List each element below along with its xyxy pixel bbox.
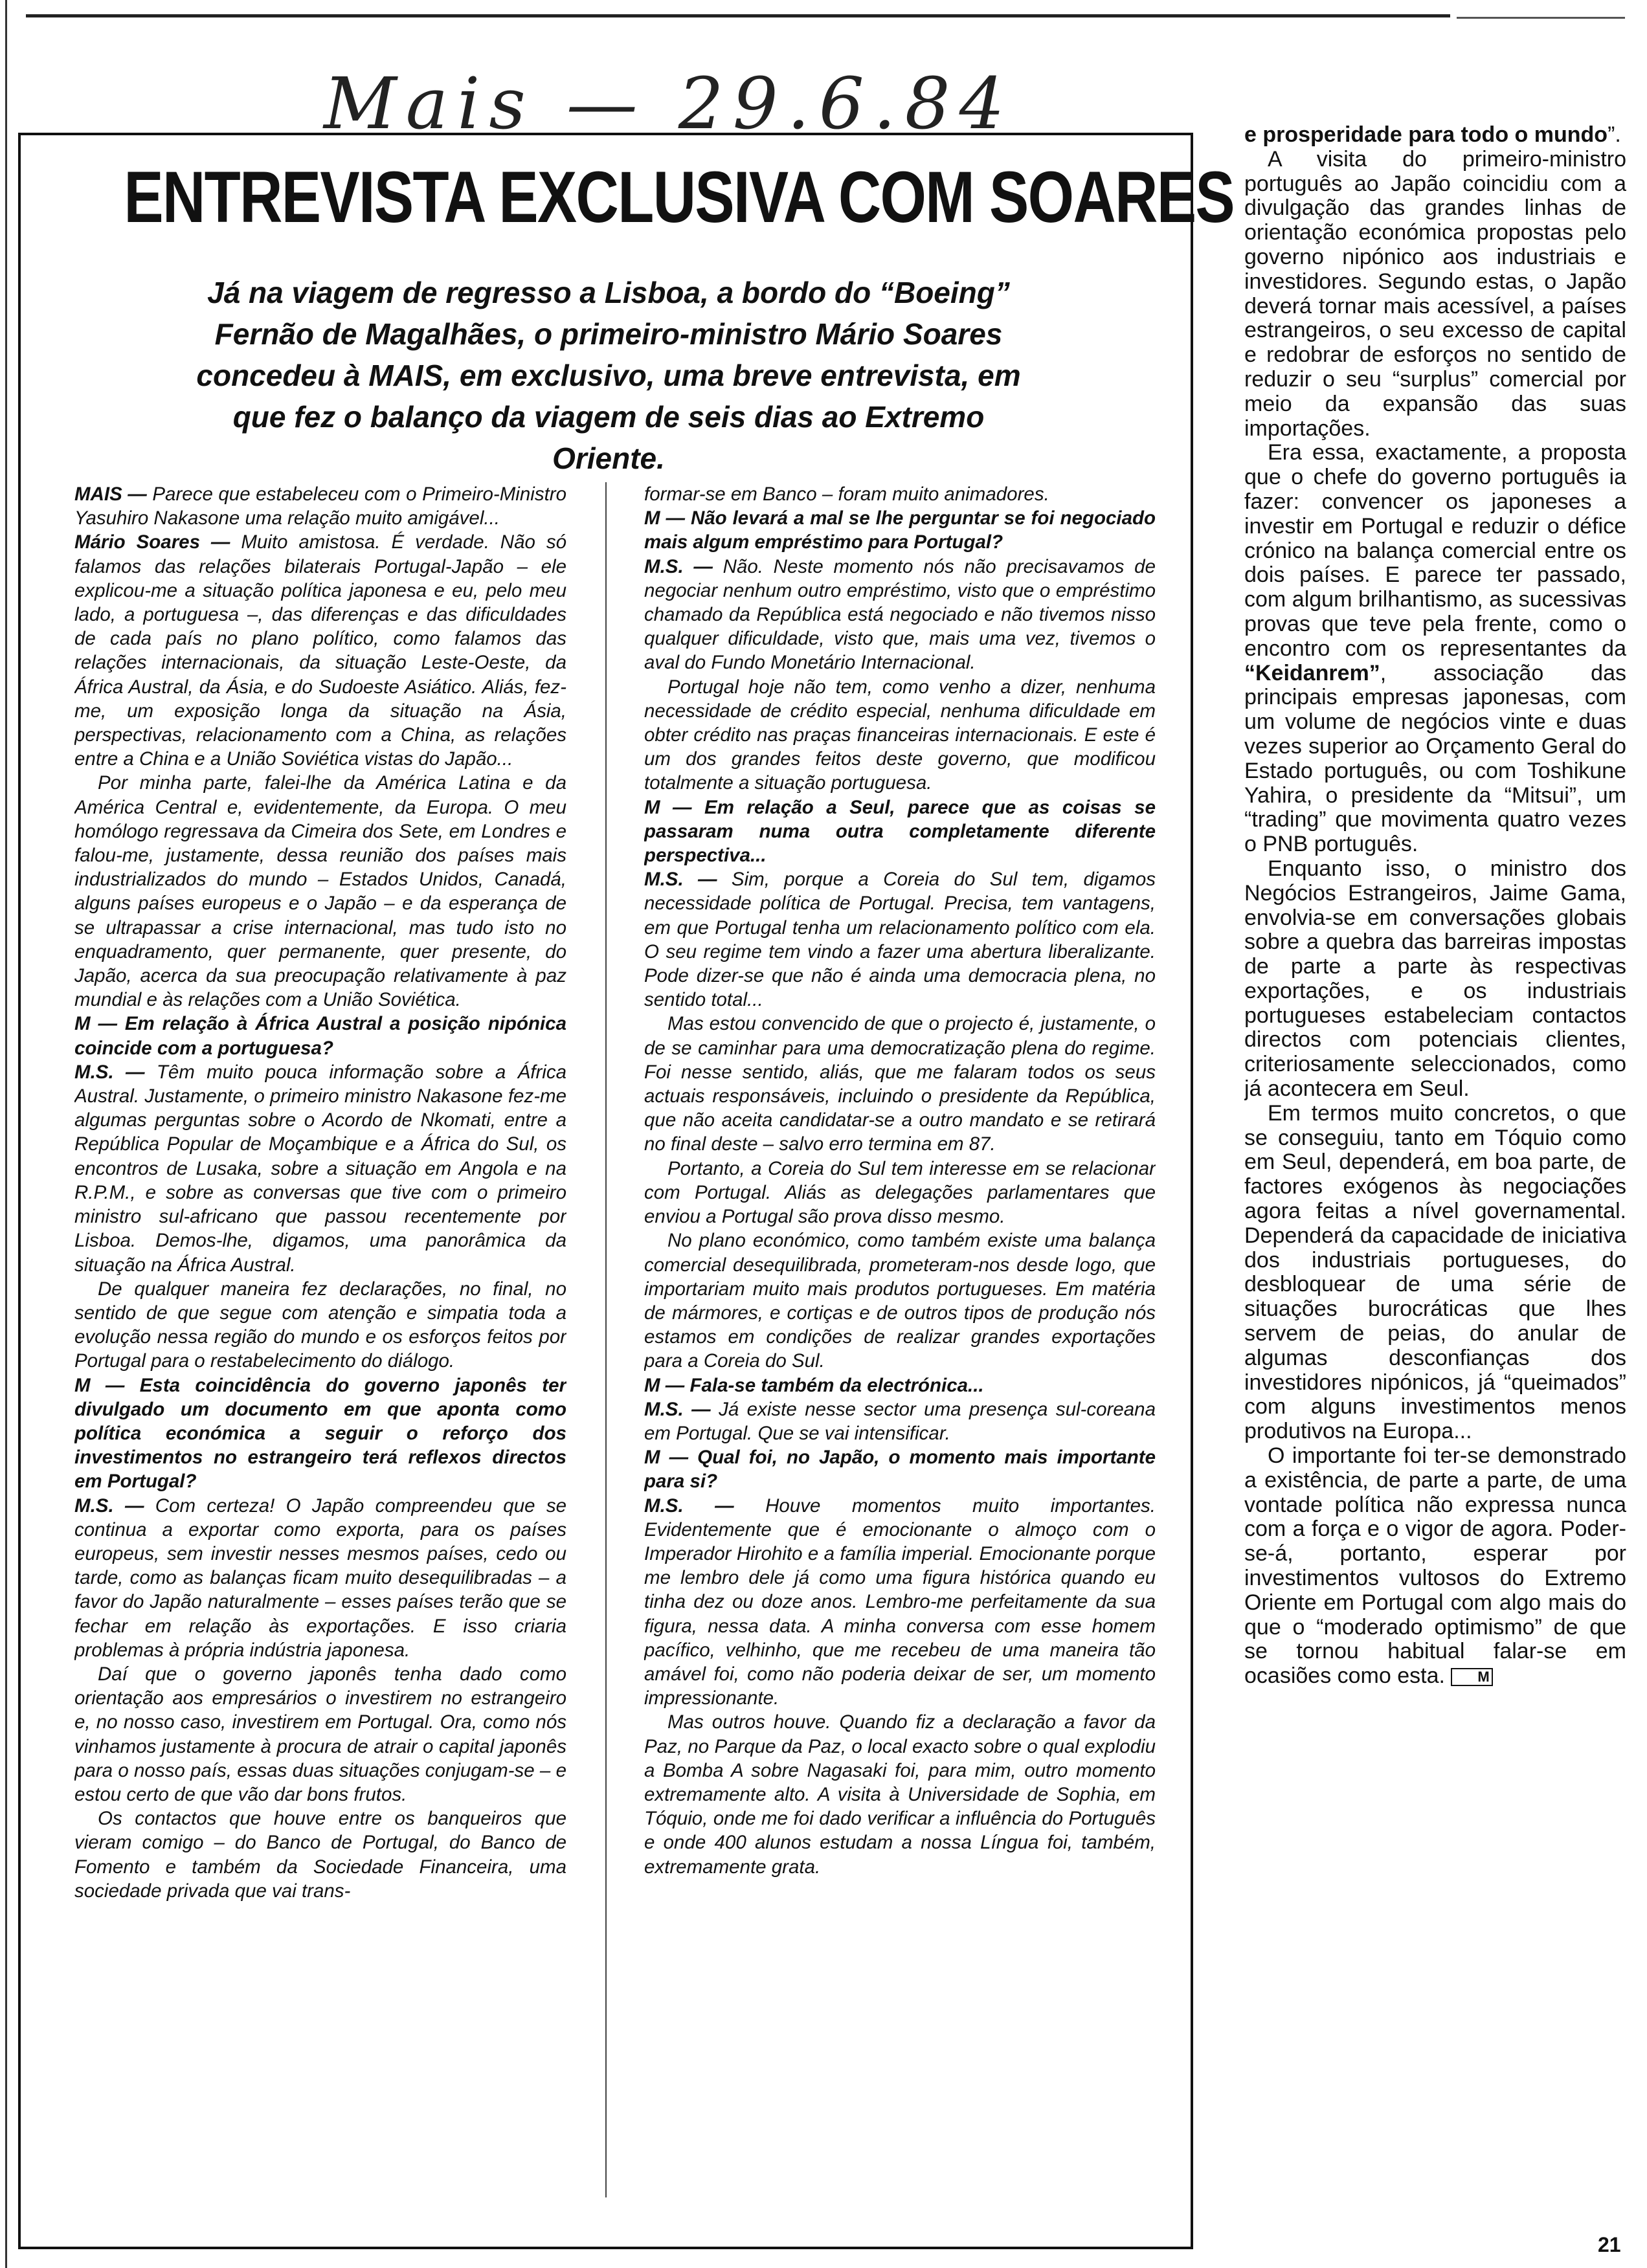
interview-paragraph [74,530,566,771]
speaker-label: M — [644,1447,698,1469]
sidebar-text: Em termos muito concretos, o que se conseguiu, tanto em Tóquio como em Seul, dependerá, em boa parte, de factores exógenos às negociações agora feitas a nível governamental. Dependerá da capacidade de iniciativa dos industriais portugueses, do desbloquear de uma série de situações burocráticas que lhes servem de peias, do anular de algumas desconfianças dos investidores nipónicos, já “queimados” com alguns investimentos menos produtivos na Europa... [1244,1100,1626,1444]
interview-paragraph [74,1277,566,1373]
answer-text: Já existe nesse sector uma presença sul-coreana em Portugal. Que se vai intensificar. [644,1398,1156,1444]
speaker-label: M — [74,1013,125,1035]
article-column-1 [74,482,566,2230]
interview-paragraph [644,482,1156,506]
question-text: Fala-se também da electrónica... [689,1374,984,1396]
speaker-label: M.S. — [644,1495,766,1517]
speaker-label: M — [74,1374,140,1396]
interview-paragraph [644,795,1156,868]
interview-paragraph [644,675,1156,795]
answer-text: Sim, porque a Coreia do Sul tem, digamos necessidade política de Portugal. Precisa, tem vantagens, em que Portugal tenha um relacionamento político com ela. O seu regime tem vindo a fazer uma abertura liberalizante. Pode dizer-se que não é ainda uma democracia plena, no sentido total... [644,869,1156,1011]
sidebar-text: e prosperidade para todo o mundo”. [1244,123,1621,147]
answer-text: Com certeza! O Japão compreendeu que se continua a exportar como exporta, para os países europeus, sem investir nesses mesmos países, cedo ou tarde, como as balanças ficam muito desequilibradas – a favor do Japão naturalmente – esses países terão que se fechar em relação às exportações. E isso criaria problemas à própria indústria japonesa. [74,1495,566,1661]
column-divider [605,482,607,2197]
sidebar-paragraph [1244,441,1626,857]
answer-text: Portugal hoje não tem, como venho a dizer, nenhuma necessidade de crédito especial, nenhuma dificuldade em obter crédito nas praças financeiras internacionais. E este é um dos grandes feitos deste governo, que modificou totalmente a situação portuguesa. [644,676,1156,794]
top-rule-right [1457,17,1625,19]
answer-text: Não. Neste momento nós não precisavamos de negociar nenhum outro empréstimo, visto que o empréstimo chamado da República está negociado e não tivemos nisso qualquer dificuldade, visto que, mais uma vez, tivemos o aval do Fundo Monetário Internacional. [644,555,1156,674]
answer-text: Têm muito pouca informação sobre a África Austral. Justamente, o primeiro ministro Nakasone fez-me algumas perguntas sobre o Acordo de Nkomati, entre a República Popular de Moçambique e a África do Sul, os encontros de Lusaka, sobre a situação em Angola e na R.P.M., e sobre as conversas que tive com o primeiro ministro sul-africano que passou recentemente por Lisboa. Demos-lhe, digamos, uma panorâmica da situação na África Austral. [74,1061,566,1276]
sidebar-paragraph [1244,148,1626,441]
answer-text: formar-se em Banco – foram muito animadores. [644,484,1049,505]
headline: ENTREVISTA EXCLUSIVA COM SOARES [124,157,1235,238]
sidebar-text: A visita do primeiro-ministro português ao Japão coincidiu com a divulgação das grandes linhas de orientação económica propostas pelo governo nipónico aos industriais e investidores. Segundo estas, o Japão deverá tornar mais acessível, a países estrangeiros, o seu excesso de capital e redobrar de esforços no sentido de reduzir o seu “surplus” comercial por meio da expansão das suas importações. [1244,146,1626,441]
sidebar-paragraph [1244,857,1626,1102]
top-rule [26,14,1450,17]
interview-paragraph [74,771,566,1012]
sidebar-text: Era essa, exactamente, a proposta que o chefe do governo português ia fazer: convencer os japoneses a investir em Portugal e reduzir o défice crónico na balança comercial entre os dois países. E parece ter passado, com algum brilhantismo, as sucessivas provas que teve pela frente, como o encontro com os representantes da “Keidanrem”, associação das principais empresas japonesas, com um volume de negócios vinte e duas vezes superior ao Orçamento Geral do Estado português, ou com Toshikune Yahira, o presidente da “Mitsui”, um “trading” que movimenta quatro vezes o PNB português. [1244,440,1626,857]
answer-text: De qualquer maneira fez declarações, no final, no sentido de que segue com atenção e simpatia toda a evolução nessa região do mundo e os esforços feitos por Portugal para o restabelecimento do diálogo. [74,1278,566,1372]
answer-text: Houve momentos muito importantes. Evidentemente que é emocionante o almoço com o Imperador Hirohito e a família imperial. Emocionante porque me lembro dele já como uma figura histórica quando eu tinha dez ou doze anos. Lembro-me perfeitamente da sua figura, nessa data. A minha conversa com esse homem pacífico, velhinho, que me recebeu de uma maneira tão amável foi, como não poderia deixar de ser, um momento impressionante. [644,1495,1156,1709]
interview-paragraph [644,1445,1156,1493]
answer-text: Mas estou convencido de que o projecto é, justamente, o de se caminhar para uma democratização plena do regime. Foi nesse sentido, aliás, que me falaram todos os seus actuais responsáveis, incluindo o presidente da República, que não aceita candidatar-se a outro mandato e se retirará no final deste – salvo erro termina em 87. [644,1013,1156,1155]
interview-paragraph [74,482,566,530]
question-text: Esta coincidência do governo japonês ter divulgado um documento em que aponta como política económica a seguir o reforço dos investimentos no estrangeiro terá reflexos directos em Portugal? [74,1374,566,1493]
question-text: Qual foi, no Japão, o momento mais importante para si? [644,1447,1156,1493]
interview-paragraph [74,1373,566,1494]
sidebar-text: O importante foi ter-se demonstrado a existência, de parte a parte, de uma vontade política não expressa nunca com a força e o vigor de agora. Poder-se-á, portanto, esperar por investimentos vultosos do Extremo Oriente em Portugal com algo mais do que o “moderado optimismo” de que se tornou habitual falar-se em ocasiões como esta. [1244,1443,1626,1689]
interview-paragraph [644,555,1156,675]
answer-text: Portanto, a Coreia do Sul tem interesse em se relacionar com Portugal. Aliás as delegações parlamentares que enviou a Portugal são prova disso mesmo. [644,1157,1156,1228]
speaker-label: M.S. — [74,1495,155,1517]
sidebar-paragraph [1244,1102,1626,1444]
interview-paragraph [74,1060,566,1277]
speaker-label: Mário Soares — [74,531,241,553]
sidebar-text: Enquanto isso, o ministro dos Negócios Estrangeiros, Jaime Gama, envolvia-se em conversações globais sobre a quebra das barreiras impostas de parte a parte às respectivas exportações, e os industriais portugueses estabeleciam contactos directos com potenciais clientes, criteriosamente seleccionados, como já acontecera em Seul. [1244,856,1626,1102]
sidebar-paragraph [1244,1444,1626,1689]
interview-paragraph [644,1494,1156,1711]
interview-paragraph [644,1397,1156,1445]
answer-text: Por minha parte, falei-lhe da América Latina e da América Central e, evidentemente, da Europa. O meu homólogo regressava da Cimeira dos Sete, em Londres e falou-me, justamente, dessa reunião dos países mais industrializados do mundo – Estados Unidos, Canadá, alguns países europeus e o Japão – e da esperança de se ultrapassar a crise internacional, mas tudo isto no enquadramento, quer permanente, quer presente, do Japão, acerca da sua preocupação relativamente à paz mundial e às relações com a União Soviética. [74,772,566,1011]
end-mark-icon: M [1451,1668,1492,1686]
interview-paragraph [644,1710,1156,1878]
speaker-label: M.S. — [644,1398,719,1420]
answer-text: Muito amistosa. É verdade. Não só falamos das relações bilaterais Portugal-Japão – ele explicou-me a situação política japonesa e eu, pelo meu lado, a portuguesa –, das diferenças e das dificuldades de cada país no plano político, como falamos das relações internacionais, da situação Leste-Oeste, da África Austral, da Ásia, e do Sudoeste Asiático. Aliás, fez-me, um exposição longa da situação na Ásia, perspectivas, relacionamento com a China, as relações entre a China e a União Soviética vistas do Japão... [74,531,566,770]
lead-paragraph: Já na viagem de regresso a Lisboa, a bordo do “Boeing” Fernão de Magalhães, o primeiro-ministro Mário Soares concedeu à MAIS, em exclusivo, uma breve entrevista, em que fez o balanço da viagem de seis dias ao Extremo Oriente. [196,276,1021,475]
sidebar-column [1244,123,1626,2227]
speaker-label: M — [644,796,705,818]
interview-paragraph [644,506,1156,554]
interview-paragraph [644,1157,1156,1229]
speaker-label: M — [644,507,691,529]
sidebar-paragraph [1244,123,1626,148]
interview-paragraph [644,1012,1156,1156]
answer-text: Daí que o governo japonês tenha dado como orientação aos empresários o investirem no estrangeiro e, no nosso caso, investirem em Portugal. Ora, como nós vinhamos justamente à procura de atrair o capital japonês para o nosso país, essas duas situações conjugam-se – e estou certo de que vão dar bons frutos. [74,1663,566,1805]
interview-paragraph [74,1012,566,1060]
speaker-label: M.S. — [644,869,732,891]
interview-paragraph [644,1373,1156,1397]
speaker-label: MAIS — [74,484,153,505]
question-text: Em relação à África Austral a posição nipónica coincide com a portuguesa? [74,1013,566,1059]
handwritten-date-note: Mais — 29.6.84 [324,62,1014,145]
question-text: Em relação a Seul, parece que as coisas se passaram numa outra completamente diferente perspectiva... [644,796,1156,867]
question-text: Não levará a mal se lhe perguntar se foi negociado mais algum empréstimo para Portugal? [644,507,1156,553]
interview-paragraph [74,1807,566,1903]
speaker-label: M.S. — [644,555,723,577]
speaker-label: M — [644,1374,690,1396]
article-column-2 [644,482,1156,2230]
interview-paragraph [644,1228,1156,1373]
left-page-edge-line [5,0,7,2268]
interview-paragraph [644,867,1156,1012]
page-number: 21 [1598,2233,1621,2256]
answer-text: Os contactos que houve entre os banqueiros que vieram comigo – do Banco de Portugal, do Banco de Fomento e também da Sociedade Financeira, uma sociedade privada que vai trans- [74,1808,566,1902]
answer-text: Parece que estabeleceu com o Primeiro-Ministro Yasuhiro Nakasone uma relação muito amigável... [74,484,566,529]
speaker-label: M.S. — [74,1061,157,1083]
answer-text: No plano económico, como também existe uma balança comercial desequilibrada, prometeram-nos desde logo, que importariam muito mais produtos portugueses. Em matéria de mármores, e cortiças e de outros tipos de produção nós estamos em condições de realizar grandes exportações para a Coreia do Sul. [644,1230,1156,1372]
interview-paragraph [74,1494,566,1662]
interview-paragraph [74,1662,566,1807]
answer-text: Mas outros houve. Quando fiz a declaração a favor da Paz, no Parque da Paz, o local exacto sobre o qual explodiu a Bomba A sobre Nagasaki foi, para mim, outro momento extremamente alto. A visita à Universidade de Sophia, em Tóquio, onde me foi dado verificar a influência do Português e onde 400 alunos estudam a nossa Língua foi, também, extremamente grata. [644,1711,1156,1878]
